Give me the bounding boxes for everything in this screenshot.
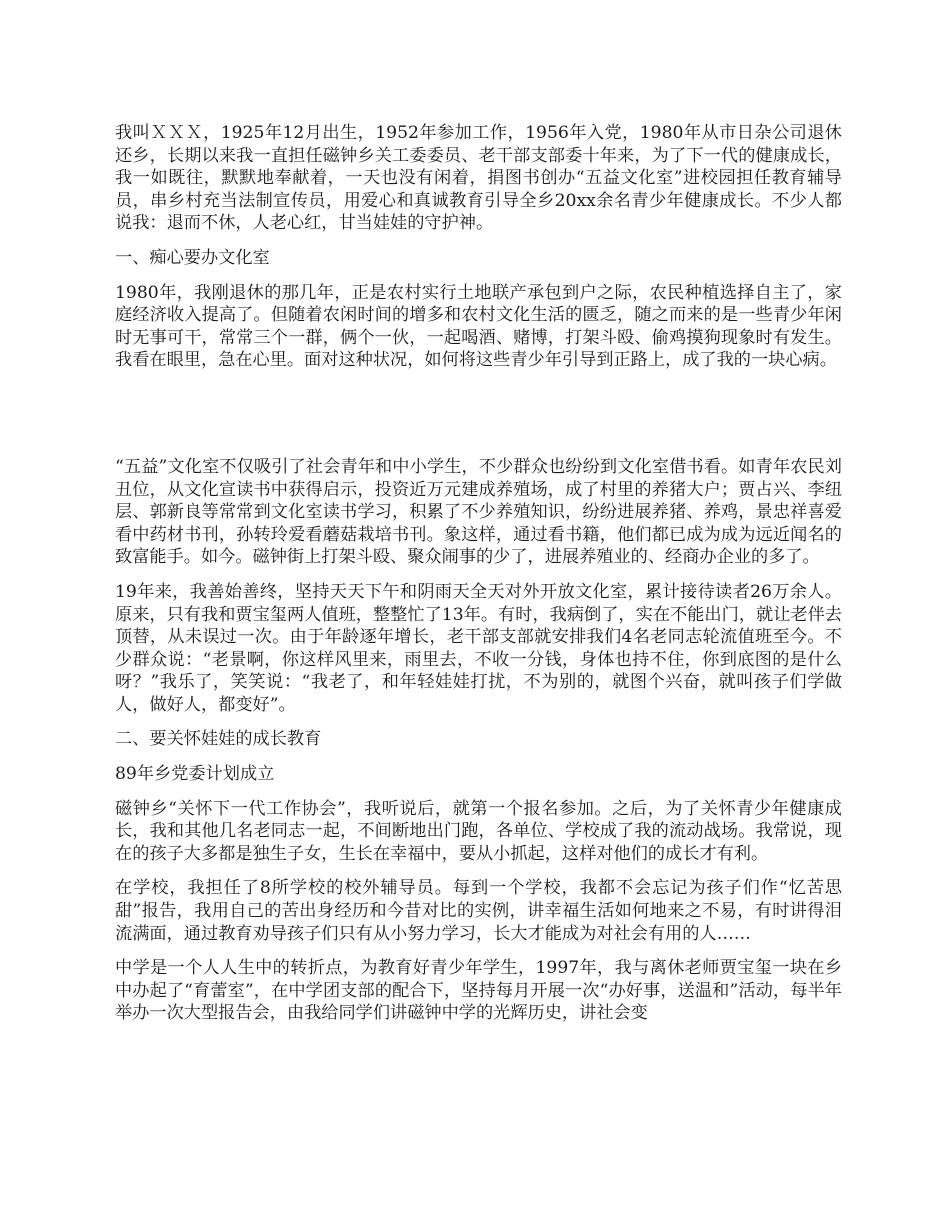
document-body: [115, 122, 842, 1037]
paragraph-5: 磁钟乡“关怀下一代工作协会”，我听说后，就第一个报名参加。之后，为了关怀青少年健康成长，我和其他几名老同志一起，不间断地出门跑，各单位、学校成了我的流动战场。我常说，现在的孩子大多都是独生子女，生长在幸福中，要从小抓起，这样对他们的成长才有利。: [115, 798, 842, 864]
blank-gap: [115, 384, 842, 456]
intro-paragraph: 我叫ＸＸＸ，1925年12月出生，1952年参加工作，1956年入党，1980年从市日杂公司退休还乡，长期以来我一直担任磁钟乡关工委委员、老干部支部委十年来，为了下一代的健康成长，我一如既往，默默地奉献着，一天也没有闲着，捐图书创办“五益文化室”进校园担任教育辅导员，串乡村充当法制宣传员，用爱心和真诚教育引导全乡20xx余名青少年健康成长。不少人都说我：退而不休，人老心红，甘当娃娃的守护神。: [115, 123, 842, 234]
section-heading-1: 一、痴心要办文化室: [115, 247, 270, 268]
paragraph-7: 中学是一个人人生中的转折点，为教育好青少年学生，1997年，我与离休老师贾宝玺一块在乡中办起了“育蕾室”，在中学团支部的配合下，坚持每月开展一次“办好事，送温和”活动，每半年举办一次大型报告会，由我给同学们讲磁钟中学的光辉历史，讲社会变: [115, 958, 842, 1024]
paragraph-2: “五益”文化室不仅吸引了社会青年和中小学生，不少群众也纷纷到文化室借书看。如青年农民刘丑位，从文化宣读书中获得启示，投资近万元建成养殖场，成了村里的养猪大户；贾占兴、李纽层、郭新良等常常到文化室读书学习，积累了不少养殖知识，纷纷进展养猪、养鸡，景忠祥喜爱看中药材书刊，孙转玲爱看蘑菇栽培书刊。象这样，通过看书籍，他们都已成为成为远近闻名的致富能手。如今。磁钟街上打架斗殴、聚众闹事的少了，进展养殖业的、经商办企业的多了。: [115, 456, 842, 568]
paragraph-4: 89年乡党委计划成立: [115, 764, 275, 785]
section-heading-2: 二、要关怀娃娃的成长教育: [115, 729, 322, 750]
paragraph-1: 1980年，我刚退休的那几年，正是农村实行土地联产承包到户之际，农民种植选择自主了，家庭经济收入提高了。但随着农闲时间的增多和农村文化生活的匮乏，随之而来的是一些青少年闲时无事可干，常常三个一群，俩个一伙，一起喝酒、赌博，打架斗殴、偷鸡摸狗现象时有发生。我看在眼里，急在心里。面对这种状况，如何将这些青少年引导到正路上，成了我的一块心病。: [115, 282, 842, 371]
paragraph-3: 19年来，我善始善终，坚持天天下午和阴雨天全天对外开放文化室，累计接待读者26万余人。原来，只有我和贾宝玺两人值班，整整忙了13年。有时，我病倒了，实在不能出门，就让老伴去顶替，从未误过一次。由于年龄逐年增长，老干部支部就安排我们4名老同志轮流值班至今。不少群众说：“老景啊，你这样风里来，雨里去，不收一分钱，身体也持不住，你到底图的是什么呀？”我乐了，笑笑说：“我老了，和年轻娃娃打扰，不为别的，就图个兴奋，就叫孩子们学做人，做好人，都变好”。: [115, 581, 842, 715]
paragraph-6: 在学校，我担任了8所学校的校外辅导员。每到一个学校，我都不会忘记为孩子们作“忆苦思甜”报告，我用自己的苦出身经历和今昔对比的实例，讲幸福生活如何地来之不易，有时讲得泪流满面，通过教育劝导孩子们只有从小努力学习，长大才能成为对社会有用的人……: [115, 878, 842, 944]
